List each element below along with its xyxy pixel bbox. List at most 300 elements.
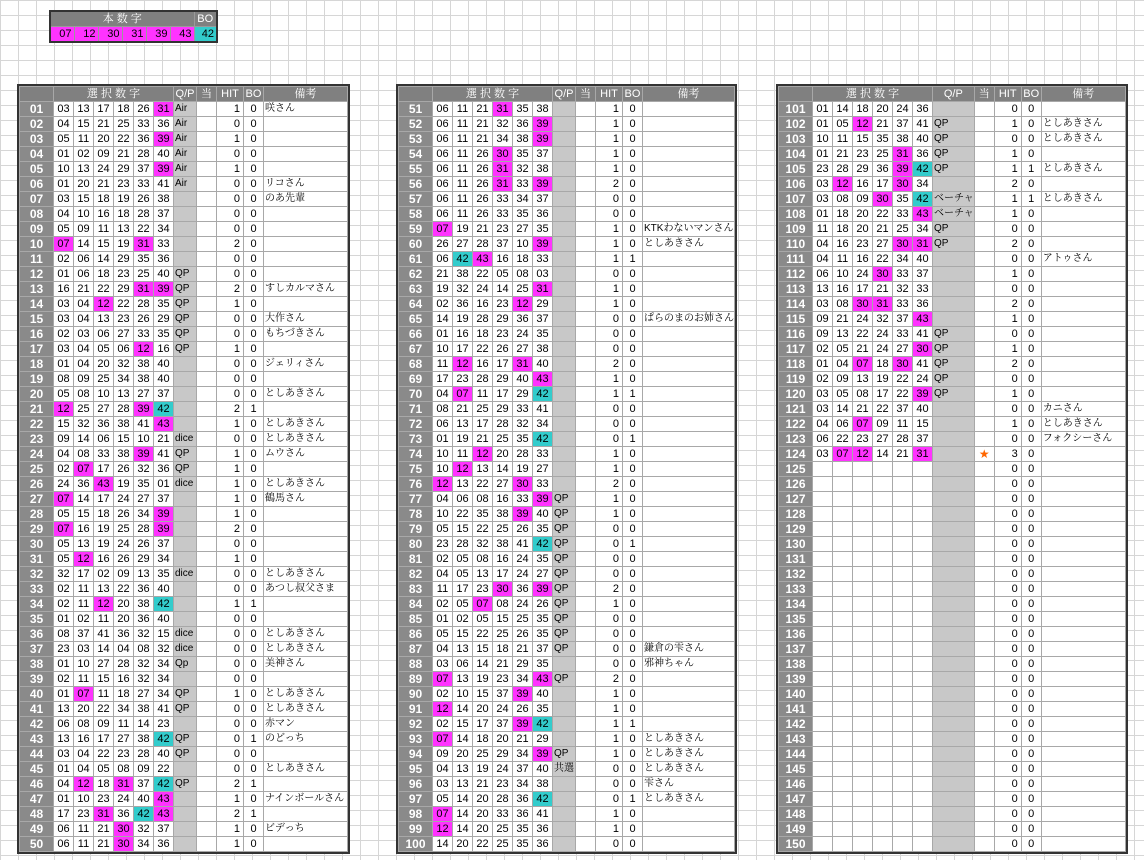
note-cell[interactable] <box>643 417 735 432</box>
bonus-hit[interactable]: 0 <box>244 792 264 807</box>
selected-number[interactable]: 39 <box>533 492 553 507</box>
bonus-hit[interactable]: 0 <box>1021 657 1041 672</box>
note-cell[interactable]: 邪神ちゃん <box>643 657 735 672</box>
selected-number[interactable]: 33 <box>893 207 913 222</box>
selected-number[interactable]: 39 <box>513 687 533 702</box>
hit-count[interactable]: 1 <box>994 387 1021 402</box>
selected-number[interactable] <box>873 552 893 567</box>
hit-count[interactable]: 1 <box>994 147 1021 162</box>
selected-number[interactable]: 38 <box>893 132 913 147</box>
selected-number[interactable]: 30 <box>493 582 513 597</box>
selected-number[interactable]: 03 <box>533 267 553 282</box>
qp-cell[interactable]: QP <box>933 342 975 357</box>
selected-number[interactable]: 12 <box>833 177 853 192</box>
qp-cell[interactable] <box>553 282 576 297</box>
hit-count[interactable]: 0 <box>994 792 1021 807</box>
qp-cell[interactable] <box>933 762 975 777</box>
selected-number[interactable]: 21 <box>94 837 114 852</box>
hit-count[interactable]: 2 <box>217 402 244 417</box>
bonus-hit[interactable]: 0 <box>623 327 643 342</box>
qp-cell[interactable] <box>553 462 576 477</box>
table-row[interactable] <box>20 507 348 522</box>
selected-number[interactable]: 37 <box>913 267 933 282</box>
hit-count[interactable]: 0 <box>994 807 1021 822</box>
selected-number[interactable]: 19 <box>114 477 134 492</box>
table-row[interactable] <box>399 147 735 162</box>
bonus-hit[interactable]: 0 <box>244 282 264 297</box>
table-row[interactable] <box>20 132 348 147</box>
selected-number[interactable]: 03 <box>74 642 94 657</box>
selected-number[interactable]: 32 <box>134 627 154 642</box>
bonus-hit[interactable]: 1 <box>623 792 643 807</box>
selected-number[interactable] <box>813 597 833 612</box>
bonus-hit[interactable]: 0 <box>623 192 643 207</box>
selected-number[interactable]: 13 <box>114 387 134 402</box>
bonus-hit[interactable]: 0 <box>244 162 264 177</box>
selected-number[interactable]: 39 <box>154 282 174 297</box>
selected-number[interactable]: 13 <box>833 327 853 342</box>
note-cell[interactable]: 雫さん <box>643 777 735 792</box>
win-cell[interactable] <box>197 162 217 177</box>
table-row[interactable] <box>20 642 348 657</box>
selected-number[interactable]: 27 <box>134 492 154 507</box>
selected-number[interactable]: 36 <box>154 252 174 267</box>
hit-count[interactable]: 0 <box>994 282 1021 297</box>
selected-number[interactable]: 14 <box>833 102 853 117</box>
qp-cell[interactable]: QP <box>553 522 576 537</box>
selected-number[interactable]: 06 <box>433 147 453 162</box>
selected-number[interactable] <box>853 837 873 852</box>
selected-number[interactable]: 07 <box>433 222 453 237</box>
selected-number[interactable]: 05 <box>453 552 473 567</box>
hit-count[interactable]: 0 <box>994 102 1021 117</box>
selected-number[interactable] <box>873 717 893 732</box>
selected-number[interactable] <box>913 792 933 807</box>
selected-number[interactable]: 43 <box>913 312 933 327</box>
selected-number[interactable] <box>873 777 893 792</box>
selected-number[interactable] <box>913 717 933 732</box>
note-cell[interactable]: のあ先輩 <box>264 192 348 207</box>
selected-number[interactable] <box>913 672 933 687</box>
hit-count[interactable]: 3 <box>994 447 1021 462</box>
bonus-hit[interactable]: 0 <box>244 327 264 342</box>
selected-number[interactable]: 13 <box>453 777 473 792</box>
selected-number[interactable]: 15 <box>453 717 473 732</box>
table-row[interactable] <box>20 687 348 702</box>
selected-number[interactable]: 05 <box>94 762 114 777</box>
note-cell[interactable] <box>264 612 348 627</box>
selected-number[interactable]: 08 <box>493 597 513 612</box>
bonus-hit[interactable]: 0 <box>244 567 264 582</box>
selected-number[interactable]: 07 <box>54 237 74 252</box>
selected-number[interactable]: 24 <box>893 102 913 117</box>
selected-number[interactable]: 23 <box>114 177 134 192</box>
selected-number[interactable] <box>853 552 873 567</box>
win-cell[interactable] <box>576 402 596 417</box>
selected-number[interactable]: 31 <box>134 282 154 297</box>
bonus-hit[interactable]: 0 <box>1021 402 1041 417</box>
note-cell[interactable]: 鶴馬さん <box>264 492 348 507</box>
selected-number[interactable]: 21 <box>473 222 493 237</box>
note-cell[interactable] <box>1041 222 1125 237</box>
selected-number[interactable]: 41 <box>154 447 174 462</box>
selected-number[interactable] <box>813 657 833 672</box>
bonus-hit[interactable]: 0 <box>244 297 264 312</box>
selected-number[interactable]: 22 <box>473 627 493 642</box>
selected-number[interactable]: 11 <box>94 687 114 702</box>
qp-cell[interactable] <box>553 792 576 807</box>
qp-cell[interactable] <box>553 342 576 357</box>
qp-cell[interactable] <box>553 237 576 252</box>
hit-count[interactable]: 1 <box>596 687 623 702</box>
selected-number[interactable]: 37 <box>913 432 933 447</box>
selected-number[interactable] <box>853 657 873 672</box>
selected-number[interactable]: 34 <box>114 702 134 717</box>
note-cell[interactable] <box>643 102 735 117</box>
selected-number[interactable]: 15 <box>74 117 94 132</box>
selected-number[interactable]: 30 <box>893 357 913 372</box>
selected-number[interactable]: 11 <box>74 582 94 597</box>
selected-number[interactable]: 15 <box>74 507 94 522</box>
selected-number[interactable]: 36 <box>154 117 174 132</box>
selected-number[interactable]: 40 <box>154 267 174 282</box>
bonus-hit[interactable]: 0 <box>1021 807 1041 822</box>
selected-number[interactable]: 36 <box>114 807 134 822</box>
selected-number[interactable]: 15 <box>154 627 174 642</box>
selected-number[interactable]: 12 <box>94 297 114 312</box>
selected-number[interactable]: 02 <box>94 567 114 582</box>
selected-number[interactable]: 01 <box>813 357 833 372</box>
bonus-hit[interactable]: 0 <box>1021 492 1041 507</box>
selected-number[interactable]: 38 <box>513 132 533 147</box>
selected-number[interactable]: 39 <box>533 117 553 132</box>
note-cell[interactable] <box>1041 567 1125 582</box>
bonus-hit[interactable]: 0 <box>623 807 643 822</box>
qp-cell[interactable] <box>933 792 975 807</box>
selected-number[interactable]: 21 <box>74 282 94 297</box>
qp-cell[interactable]: QP <box>933 387 975 402</box>
selected-number[interactable]: 24 <box>513 597 533 612</box>
win-cell[interactable] <box>576 477 596 492</box>
selected-number[interactable]: 11 <box>453 177 473 192</box>
selected-number[interactable] <box>833 732 853 747</box>
qp-cell[interactable]: QP <box>174 462 197 477</box>
selected-number[interactable]: 40 <box>154 372 174 387</box>
win-cell[interactable] <box>576 372 596 387</box>
qp-cell[interactable]: QP <box>933 237 975 252</box>
selected-number[interactable] <box>813 837 833 852</box>
selected-number[interactable] <box>833 582 853 597</box>
qp-cell[interactable]: QP <box>553 597 576 612</box>
selected-number[interactable]: 02 <box>433 552 453 567</box>
selected-number[interactable]: 11 <box>453 147 473 162</box>
table-row[interactable] <box>779 222 1126 237</box>
bonus-hit[interactable]: 0 <box>623 567 643 582</box>
qp-cell[interactable]: Air <box>174 162 197 177</box>
table-row[interactable] <box>399 522 735 537</box>
hit-count[interactable]: 0 <box>596 792 623 807</box>
selected-number[interactable]: 34 <box>513 777 533 792</box>
hit-count[interactable]: 2 <box>596 357 623 372</box>
bonus-hit[interactable]: 0 <box>1021 612 1041 627</box>
qp-cell[interactable] <box>553 267 576 282</box>
selected-number[interactable]: 32 <box>513 417 533 432</box>
selected-number[interactable] <box>853 567 873 582</box>
qp-cell[interactable] <box>933 282 975 297</box>
selected-number[interactable]: 41 <box>513 537 533 552</box>
qp-cell[interactable]: QP <box>553 747 576 762</box>
table-row[interactable] <box>399 807 735 822</box>
win-cell[interactable] <box>974 822 994 837</box>
selected-number[interactable]: 11 <box>94 222 114 237</box>
qp-cell[interactable] <box>553 102 576 117</box>
selected-number[interactable]: 10 <box>134 432 154 447</box>
selected-number[interactable]: 14 <box>433 312 453 327</box>
win-cell[interactable] <box>197 372 217 387</box>
selected-number[interactable]: 14 <box>134 717 154 732</box>
selected-number[interactable] <box>813 462 833 477</box>
table-row[interactable] <box>20 312 348 327</box>
selected-number[interactable]: 26 <box>473 147 493 162</box>
selected-number[interactable]: 17 <box>493 357 513 372</box>
selected-number[interactable]: 20 <box>473 807 493 822</box>
qp-cell[interactable] <box>174 537 197 552</box>
selected-number[interactable]: 17 <box>74 567 94 582</box>
selected-number[interactable]: 21 <box>473 777 493 792</box>
note-cell[interactable] <box>643 627 735 642</box>
selected-number[interactable]: 06 <box>94 327 114 342</box>
selected-number[interactable]: 32 <box>893 282 913 297</box>
note-cell[interactable] <box>643 402 735 417</box>
table-row[interactable] <box>779 642 1126 657</box>
bonus-hit[interactable]: 0 <box>623 687 643 702</box>
selected-number[interactable]: 03 <box>433 657 453 672</box>
selected-number[interactable]: 05 <box>54 507 74 522</box>
selected-number[interactable]: 13 <box>453 762 473 777</box>
selected-number[interactable]: 35 <box>154 297 174 312</box>
qp-cell[interactable] <box>933 477 975 492</box>
win-cell[interactable] <box>197 282 217 297</box>
selected-number[interactable] <box>853 822 873 837</box>
selected-number[interactable]: 21 <box>853 342 873 357</box>
bonus-hit[interactable]: 0 <box>623 162 643 177</box>
selected-number[interactable] <box>853 492 873 507</box>
selected-number[interactable]: 01 <box>54 762 74 777</box>
selected-number[interactable] <box>853 792 873 807</box>
table-row[interactable] <box>779 537 1126 552</box>
selected-number[interactable] <box>913 837 933 852</box>
win-cell[interactable] <box>974 642 994 657</box>
note-cell[interactable] <box>1041 357 1125 372</box>
qp-cell[interactable] <box>933 822 975 837</box>
selected-number[interactable] <box>833 777 853 792</box>
win-cell[interactable] <box>576 192 596 207</box>
selected-number[interactable]: 29 <box>493 747 513 762</box>
selected-number[interactable]: 20 <box>493 447 513 462</box>
selected-number[interactable]: 20 <box>853 222 873 237</box>
star-icon[interactable]: ★ <box>974 447 994 462</box>
selected-number[interactable]: 11 <box>433 582 453 597</box>
qp-cell[interactable] <box>174 792 197 807</box>
selected-number[interactable] <box>833 507 853 522</box>
bonus-hit[interactable]: 1 <box>1021 192 1041 207</box>
hit-count[interactable]: 0 <box>994 747 1021 762</box>
selected-number[interactable]: 05 <box>54 132 74 147</box>
hit-count[interactable]: 0 <box>596 657 623 672</box>
selected-number[interactable]: 17 <box>473 717 493 732</box>
win-cell[interactable] <box>576 822 596 837</box>
selected-number[interactable] <box>853 807 873 822</box>
selected-number[interactable]: 12 <box>74 777 94 792</box>
qp-cell[interactable] <box>553 687 576 702</box>
selected-number[interactable]: 43 <box>473 252 493 267</box>
note-cell[interactable]: としあきさん <box>264 567 348 582</box>
hit-count[interactable]: 1 <box>217 552 244 567</box>
hit-count[interactable]: 1 <box>217 162 244 177</box>
selected-number[interactable]: 35 <box>134 252 154 267</box>
selected-number[interactable]: 06 <box>433 177 453 192</box>
selected-number[interactable] <box>873 627 893 642</box>
selected-number[interactable]: 20 <box>493 732 513 747</box>
selected-number[interactable]: 10 <box>433 507 453 522</box>
bonus-hit[interactable]: 0 <box>244 837 264 852</box>
note-cell[interactable]: ビデっち <box>264 822 348 837</box>
selected-number[interactable]: 21 <box>893 447 913 462</box>
selected-number[interactable]: 35 <box>154 567 174 582</box>
note-cell[interactable] <box>643 297 735 312</box>
selected-number[interactable]: 31 <box>873 297 893 312</box>
qp-cell[interactable]: QP <box>174 687 197 702</box>
table-row[interactable] <box>20 477 348 492</box>
win-cell[interactable] <box>197 717 217 732</box>
selected-number[interactable]: 16 <box>114 672 134 687</box>
selected-number[interactable] <box>833 717 853 732</box>
selected-number[interactable] <box>813 792 833 807</box>
note-cell[interactable] <box>643 687 735 702</box>
qp-cell[interactable] <box>933 552 975 567</box>
win-cell[interactable] <box>974 432 994 447</box>
selected-number[interactable]: 07 <box>74 687 94 702</box>
note-cell[interactable]: あつし叔父さま <box>264 582 348 597</box>
selected-number[interactable]: 22 <box>893 372 913 387</box>
table-row[interactable] <box>779 387 1126 402</box>
qp-cell[interactable]: 共選 <box>553 762 576 777</box>
bonus-hit[interactable]: 0 <box>623 702 643 717</box>
note-cell[interactable] <box>264 342 348 357</box>
qp-cell[interactable] <box>933 417 975 432</box>
qp-cell[interactable]: QP <box>553 627 576 642</box>
selected-number[interactable] <box>873 477 893 492</box>
note-cell[interactable]: としあきさん <box>1041 192 1125 207</box>
bonus-hit[interactable]: 0 <box>1021 837 1041 852</box>
win-cell[interactable] <box>576 837 596 852</box>
bonus-hit[interactable]: 1 <box>244 807 264 822</box>
selected-number[interactable]: 19 <box>433 282 453 297</box>
qp-cell[interactable]: QP <box>174 327 197 342</box>
hit-count[interactable]: 0 <box>596 312 623 327</box>
note-cell[interactable] <box>264 372 348 387</box>
selected-number[interactable]: 31 <box>493 177 513 192</box>
selected-number[interactable] <box>873 792 893 807</box>
selected-number[interactable] <box>913 537 933 552</box>
table-row[interactable] <box>20 177 348 192</box>
win-cell[interactable] <box>974 567 994 582</box>
win-cell[interactable] <box>197 582 217 597</box>
table-row[interactable] <box>399 777 735 792</box>
hit-count[interactable]: 2 <box>596 177 623 192</box>
selected-number[interactable] <box>873 762 893 777</box>
table-row[interactable] <box>20 327 348 342</box>
selected-number[interactable]: 24 <box>513 567 533 582</box>
selected-number[interactable] <box>853 687 873 702</box>
table-row[interactable] <box>399 402 735 417</box>
selected-number[interactable]: 42 <box>913 162 933 177</box>
qp-cell[interactable]: Air <box>174 177 197 192</box>
hit-count[interactable]: 0 <box>994 462 1021 477</box>
selected-number[interactable]: 21 <box>513 642 533 657</box>
selected-number[interactable]: 33 <box>493 207 513 222</box>
bonus-hit[interactable]: 0 <box>244 102 264 117</box>
qp-cell[interactable] <box>933 702 975 717</box>
note-cell[interactable] <box>643 807 735 822</box>
selected-number[interactable]: 14 <box>74 492 94 507</box>
selected-number[interactable]: 37 <box>493 717 513 732</box>
selected-number[interactable]: 01 <box>433 327 453 342</box>
selected-number[interactable] <box>853 477 873 492</box>
table-row[interactable] <box>399 357 735 372</box>
selected-number[interactable]: 38 <box>134 702 154 717</box>
selected-number[interactable]: 17 <box>493 387 513 402</box>
selected-number[interactable]: 31 <box>533 282 553 297</box>
hit-count[interactable]: 0 <box>994 657 1021 672</box>
table-row[interactable] <box>399 387 735 402</box>
hit-count[interactable]: 1 <box>994 342 1021 357</box>
bonus-hit[interactable]: 0 <box>623 762 643 777</box>
selected-number[interactable]: 08 <box>74 447 94 462</box>
note-cell[interactable] <box>1041 477 1125 492</box>
hit-count[interactable]: 0 <box>596 402 623 417</box>
table-row[interactable] <box>779 342 1126 357</box>
hit-count[interactable]: 1 <box>217 492 244 507</box>
selected-number[interactable]: 08 <box>54 627 74 642</box>
hit-count[interactable]: 1 <box>596 717 623 732</box>
selected-number[interactable]: 18 <box>114 207 134 222</box>
note-cell[interactable] <box>1041 282 1125 297</box>
selected-number[interactable]: 38 <box>533 162 553 177</box>
selected-number[interactable]: 10 <box>833 267 853 282</box>
selected-number[interactable]: 20 <box>453 747 473 762</box>
win-cell[interactable] <box>974 282 994 297</box>
selected-number[interactable]: 25 <box>893 222 913 237</box>
selected-number[interactable] <box>853 627 873 642</box>
selected-number[interactable]: 22 <box>154 762 174 777</box>
selected-number[interactable]: 07 <box>473 597 493 612</box>
selected-number[interactable]: 26 <box>114 552 134 567</box>
selected-number[interactable]: 36 <box>513 807 533 822</box>
qp-cell[interactable] <box>933 627 975 642</box>
qp-cell[interactable] <box>933 402 975 417</box>
win-cell[interactable] <box>576 552 596 567</box>
win-cell[interactable] <box>974 372 994 387</box>
selected-number[interactable]: 06 <box>54 837 74 852</box>
selected-number[interactable]: 05 <box>833 342 853 357</box>
selected-number[interactable]: 10 <box>433 447 453 462</box>
win-cell[interactable] <box>576 282 596 297</box>
qp-cell[interactable] <box>174 672 197 687</box>
hit-count[interactable]: 2 <box>994 237 1021 252</box>
selected-number[interactable] <box>913 642 933 657</box>
qp-cell[interactable] <box>553 297 576 312</box>
